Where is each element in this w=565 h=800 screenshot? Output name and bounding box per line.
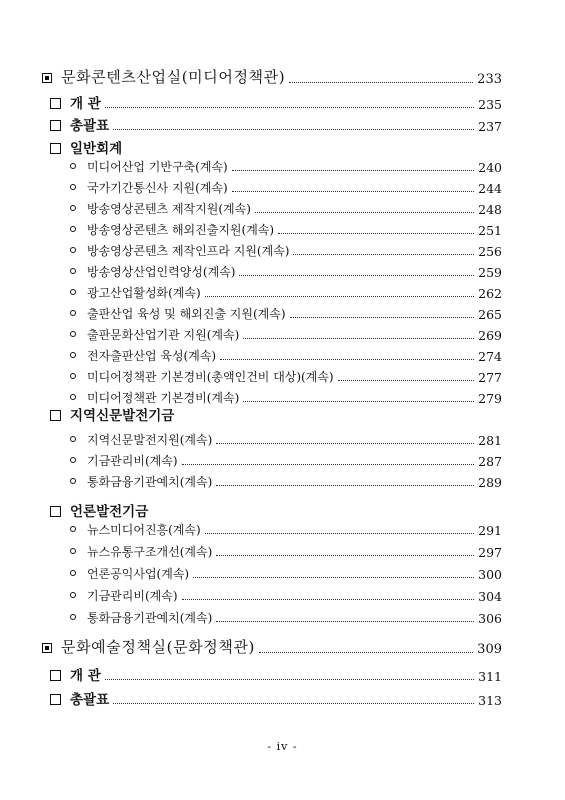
- bullet-circle-icon: [70, 457, 76, 463]
- bullet-circle-icon: [70, 184, 76, 190]
- dot-leader: [232, 170, 474, 171]
- dot-leader: [205, 533, 474, 534]
- subsection-heading[interactable]: [50, 688, 502, 708]
- page-number: 291: [478, 523, 502, 538]
- entry-title: 방송영상콘텐츠 제작지원(계속): [87, 202, 251, 216]
- bullet-circle-icon: [70, 268, 76, 274]
- toc-entry[interactable]: [70, 323, 502, 343]
- page-number: 297: [478, 545, 502, 560]
- subsection-heading[interactable]: [50, 500, 502, 520]
- subsection-heading[interactable]: [50, 664, 502, 684]
- toc-entry[interactable]: [70, 584, 502, 604]
- toc-entry[interactable]: [70, 260, 502, 280]
- bullet-circle-icon: [70, 163, 76, 169]
- toc-entry[interactable]: [70, 344, 502, 364]
- empty-square-bullet-icon: [50, 143, 61, 154]
- page-number: 311: [478, 669, 502, 684]
- entry-title: 지역신문발전지원(계속): [87, 433, 213, 447]
- dot-leader: [193, 577, 474, 578]
- page-number: 262: [478, 286, 502, 301]
- page-number: 256: [478, 244, 502, 259]
- dot-leader: [243, 338, 474, 339]
- entry-title: 언론공익사업(계속): [87, 567, 190, 581]
- empty-square-bullet-icon: [50, 694, 61, 705]
- toc-entry[interactable]: [70, 428, 502, 448]
- bullet-circle-icon: [70, 352, 76, 358]
- entry-title: 일반회계: [70, 141, 123, 157]
- section-heading[interactable]: [42, 67, 502, 87]
- dot-leader: [216, 443, 474, 444]
- entry-title: 개 관: [70, 668, 101, 684]
- toc-entry[interactable]: [70, 197, 502, 217]
- dot-leader: [259, 652, 473, 653]
- entry-title: 뉴스미디어진흥(계속): [87, 523, 201, 537]
- page-number: 235: [478, 97, 502, 112]
- entry-title: 미디어산업 기반구축(계속): [87, 160, 228, 174]
- section-heading[interactable]: [42, 637, 502, 657]
- dot-leader: [113, 129, 474, 130]
- dot-leader: [289, 82, 473, 83]
- entry-title: 광고산업활성화(계속): [87, 286, 201, 300]
- bullet-circle-icon: [70, 478, 76, 484]
- dot-leader: [205, 296, 474, 297]
- bullet-circle-icon: [70, 310, 76, 316]
- page-number: 300: [478, 567, 502, 582]
- entry-title: 개 관: [70, 96, 101, 112]
- page-number: 274: [478, 349, 502, 364]
- toc-entry[interactable]: [70, 176, 502, 196]
- page-number: 289: [478, 475, 502, 490]
- filled-square-bullet-icon: [42, 73, 52, 83]
- dot-leader: [290, 317, 475, 318]
- entry-title: 출판산업 육성 및 해외진출 지원(계속): [87, 307, 286, 321]
- page-number: 277: [478, 370, 502, 385]
- page-number: 306: [478, 611, 502, 626]
- entry-title: 기금관리비(계속): [87, 454, 178, 468]
- page-number: 281: [478, 433, 502, 448]
- bullet-circle-icon: [70, 373, 76, 379]
- bullet-circle-icon: [70, 226, 76, 232]
- entry-title: 지역신문발전기금: [70, 408, 175, 424]
- dot-leader: [216, 621, 474, 622]
- dot-leader: [255, 212, 474, 213]
- bullet-circle-icon: [70, 614, 76, 620]
- page-number: 240: [478, 160, 502, 175]
- page-number: 248: [478, 202, 502, 217]
- toc-entry[interactable]: [70, 562, 502, 582]
- empty-square-bullet-icon: [50, 98, 61, 109]
- entry-title: 뉴스유통구조개선(계속): [87, 545, 213, 559]
- dot-leader: [338, 380, 475, 381]
- page-number: 269: [478, 328, 502, 343]
- bullet-circle-icon: [70, 247, 76, 253]
- dot-leader: [105, 107, 474, 108]
- toc-entry[interactable]: [70, 449, 502, 469]
- subsection-heading[interactable]: [50, 92, 502, 112]
- page-number: 287: [478, 454, 502, 469]
- entry-title: 총괄표: [70, 118, 110, 134]
- entry-title: 방송영상산업인력양성(계속): [87, 265, 236, 279]
- entry-title: 방송영상콘텐츠 해외진출지원(계속): [87, 223, 275, 237]
- page-number: 259: [478, 265, 502, 280]
- toc-entry[interactable]: [70, 518, 502, 538]
- bullet-circle-icon: [70, 548, 76, 554]
- page-number: 244: [478, 181, 502, 196]
- bullet-circle-icon: [70, 289, 76, 295]
- toc-entry[interactable]: [70, 606, 502, 626]
- page-number: 237: [478, 119, 502, 134]
- bullet-circle-icon: [70, 394, 76, 400]
- toc-entry[interactable]: [70, 218, 502, 238]
- bullet-circle-icon: [70, 205, 76, 211]
- bullet-circle-icon: [70, 592, 76, 598]
- entry-title: 국가기간통신사 지원(계속): [87, 181, 228, 195]
- entry-title: 방송영상콘텐츠 제작인프라 지원(계속): [87, 244, 290, 258]
- entry-title: 언론발전기금: [70, 504, 149, 520]
- dot-leader: [278, 233, 474, 234]
- empty-square-bullet-icon: [50, 120, 61, 131]
- entry-title: 기금관리비(계속): [87, 589, 178, 603]
- dot-leader: [243, 401, 474, 402]
- bullet-circle-icon: [70, 570, 76, 576]
- dot-leader: [182, 599, 475, 600]
- toc-entry[interactable]: [70, 365, 502, 385]
- dot-leader: [113, 703, 474, 704]
- page-number: 304: [478, 589, 502, 604]
- entry-title: 통화금융기관예치(계속): [87, 475, 213, 489]
- page-number: 265: [478, 307, 502, 322]
- dot-leader: [216, 485, 474, 486]
- empty-square-bullet-icon: [50, 410, 61, 421]
- page-number: 309: [477, 642, 502, 657]
- entry-title: 미디어정책관 기본경비(계속): [87, 391, 240, 405]
- dot-leader: [232, 191, 474, 192]
- entry-title: 미디어정책관 기본경비(총액인건비 대상)(계속): [87, 370, 334, 384]
- empty-square-bullet-icon: [50, 506, 61, 517]
- dot-leader: [239, 275, 474, 276]
- bullet-circle-icon: [70, 331, 76, 337]
- toc-entry[interactable]: [70, 155, 502, 175]
- filled-square-bullet-icon: [42, 643, 52, 653]
- toc-entry[interactable]: [70, 302, 502, 322]
- page-number: 233: [477, 72, 502, 87]
- subsection-heading[interactable]: [50, 404, 502, 424]
- toc-entry[interactable]: [70, 470, 502, 490]
- toc-entry[interactable]: [70, 281, 502, 301]
- entry-title: 출판문화산업기관 지원(계속): [87, 328, 240, 342]
- dot-leader: [105, 679, 474, 680]
- entry-title: 총괄표: [70, 692, 110, 708]
- dot-leader: [220, 359, 474, 360]
- toc-entry[interactable]: [70, 540, 502, 560]
- page-number: 279: [478, 391, 502, 406]
- page-number: 251: [478, 223, 502, 238]
- dot-leader: [182, 464, 475, 465]
- entry-title: 문화예술정책실(문화정책관): [61, 638, 255, 656]
- entry-title: 통화금융기관예치(계속): [87, 611, 213, 625]
- empty-square-bullet-icon: [50, 670, 61, 681]
- bullet-circle-icon: [70, 526, 76, 532]
- subsection-heading[interactable]: [50, 137, 502, 157]
- toc-entry[interactable]: [70, 386, 502, 406]
- entry-title: 문화콘텐츠산업실(미디어정책관): [61, 68, 286, 86]
- dot-leader: [293, 254, 474, 255]
- subsection-heading[interactable]: [50, 114, 502, 134]
- page-number-footer: - iv -: [267, 740, 298, 753]
- dot-leader: [216, 555, 474, 556]
- page-number: 313: [478, 693, 502, 708]
- toc-entry[interactable]: [70, 239, 502, 259]
- entry-title: 전자출판산업 육성(계속): [87, 349, 217, 363]
- bullet-circle-icon: [70, 436, 76, 442]
